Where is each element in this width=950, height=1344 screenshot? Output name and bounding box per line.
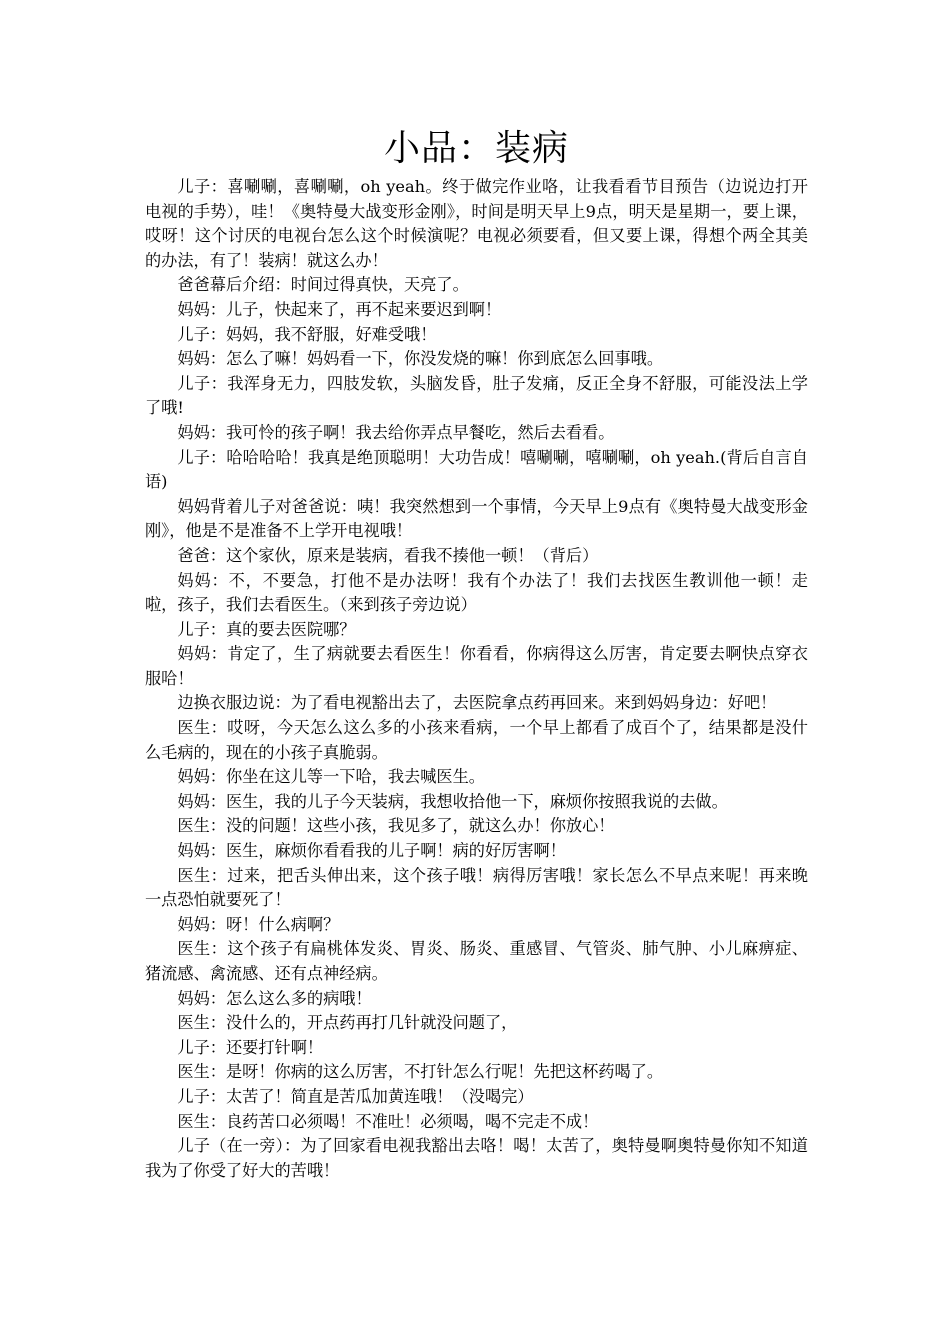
paragraph: 妈妈背着儿子对爸爸说：咦！我突然想到一个事情，今天早上9点有《奥特曼大战变形金刚》，他是不是准备不上学开电视哦！ xyxy=(145,496,808,541)
paragraph: 医生：是呀！你病的这么厉害，不打针怎么行呢！先把这杯药喝了。 xyxy=(177,1062,664,1082)
paragraph: 妈妈：我可怜的孩子啊！我去给你弄点早餐吃，然后去看看。 xyxy=(177,422,615,442)
paragraph: 医生：这个孩子有扁桃体发炎、胃炎、肠炎、重感冒、气管炎、肺气肿、小儿麻痹症、猪流感、禽流感、还有点神经病。 xyxy=(145,939,808,983)
paragraph: 妈妈：医生，麻烦你看看我的儿子啊！病的好厉害啊！ xyxy=(177,841,566,861)
paragraph: 医生：过来，把舌头伸出来，这个孩子哦！病得厉害哦！家长怎么不早点来呢！再来晚一点恐怕就要死了！ xyxy=(145,865,808,910)
paragraph: 儿子：我浑身无力，四肢发软，头脑发昏，肚子发痛，反正全身不舒服，可能没法上学了哦! xyxy=(145,373,808,418)
paragraph: 医生：哎呀，今天怎么这么多的小孩来看病，一个早上都看了成百个了，结果都是没什么毛病的，现在的小孩子真脆弱。 xyxy=(145,718,808,762)
paragraph: 妈妈：怎么这么多的病哦！ xyxy=(177,988,372,1008)
paragraph: 妈妈：不，不要急，打他不是办法呀！我有个办法了！我们去找医生教训他一顿！走啦，孩子，我们去看医生。（来到孩子旁边说） xyxy=(145,570,808,615)
paragraph: 爸爸：这个家伙，原来是装病，看我不揍他一顿！（背后） xyxy=(177,545,599,565)
paragraph: 儿子：还要打针啊！ xyxy=(177,1037,324,1057)
paragraph: 儿子：太苦了！简直是苦瓜加黄连哦！（没喝完） xyxy=(177,1086,534,1106)
paragraph: 妈妈：医生，我的儿子今天装病，我想收拾他一下，麻烦你按照我说的去做。 xyxy=(177,791,728,811)
paragraph: 儿子：哈哈哈哈！我真是绝顶聪明！大功告成！嘻唰唰，嘻唰唰，oh yeah.(背后自言自语) xyxy=(145,447,808,492)
paragraph: 妈妈：肯定了，生了病就要去看医生！你看看，你病得这么厉害，肯定要去啊快点穿衣服哈！ xyxy=(145,644,808,688)
document-body xyxy=(145,125,808,1183)
paragraph: 儿子（在一旁）：为了回家看电视我豁出去咯！喝！太苦了，奥特曼啊奥特曼你知不知道我为了你受了好大的苦哦！ xyxy=(145,1136,808,1180)
paragraph: 边换衣服边说：为了看电视豁出去了，去医院拿点药再回来。来到妈妈身边：好吧！ xyxy=(177,693,777,713)
paragraph: 妈妈：怎么了嘛！妈妈看一下，你没发烧的嘛！你到底怎么回事哦。 xyxy=(177,349,664,369)
paragraph: 妈妈：你坐在这儿等一下哈，我去喊医生。 xyxy=(177,767,485,787)
paragraph: 医生：没的问题！这些小孩，我见多了，就这么办！你放心！ xyxy=(177,816,615,836)
paragraph: 妈妈：儿子，快起来了，再不起来要迟到啊！ xyxy=(177,299,502,319)
paragraph: 儿子：妈妈，我不舒服，好难受哦！ xyxy=(177,324,437,344)
document-title: 小品：装病 xyxy=(383,128,569,169)
paragraph: 儿子：喜唰唰，喜唰唰，oh yeah。终于做完作业咯，让我看看节目预告（边说边打开电视的手势），哇！《奥特曼大战变形金刚》，时间是明天早上9点，明天是星期一，要上课，哎呀！这个讨厌的电视台怎么这个时候演呢？电视必须要看，但又要上课，得想个两全其美的办法，有了！装病！就这么办！ xyxy=(145,177,808,270)
paragraph: 医生：没什么的，开点药再打几针就没问题了， xyxy=(177,1013,518,1033)
paragraph: 爸爸幕后介绍：时间过得真快，天亮了。 xyxy=(177,275,469,295)
paragraph: 医生：良药苦口必须喝！不准吐！必须喝，喝不完走不成！ xyxy=(177,1111,599,1131)
paragraph: 妈妈：呀！什么病啊？ xyxy=(177,914,340,934)
paragraph: 儿子：真的要去医院哪？ xyxy=(177,619,356,639)
